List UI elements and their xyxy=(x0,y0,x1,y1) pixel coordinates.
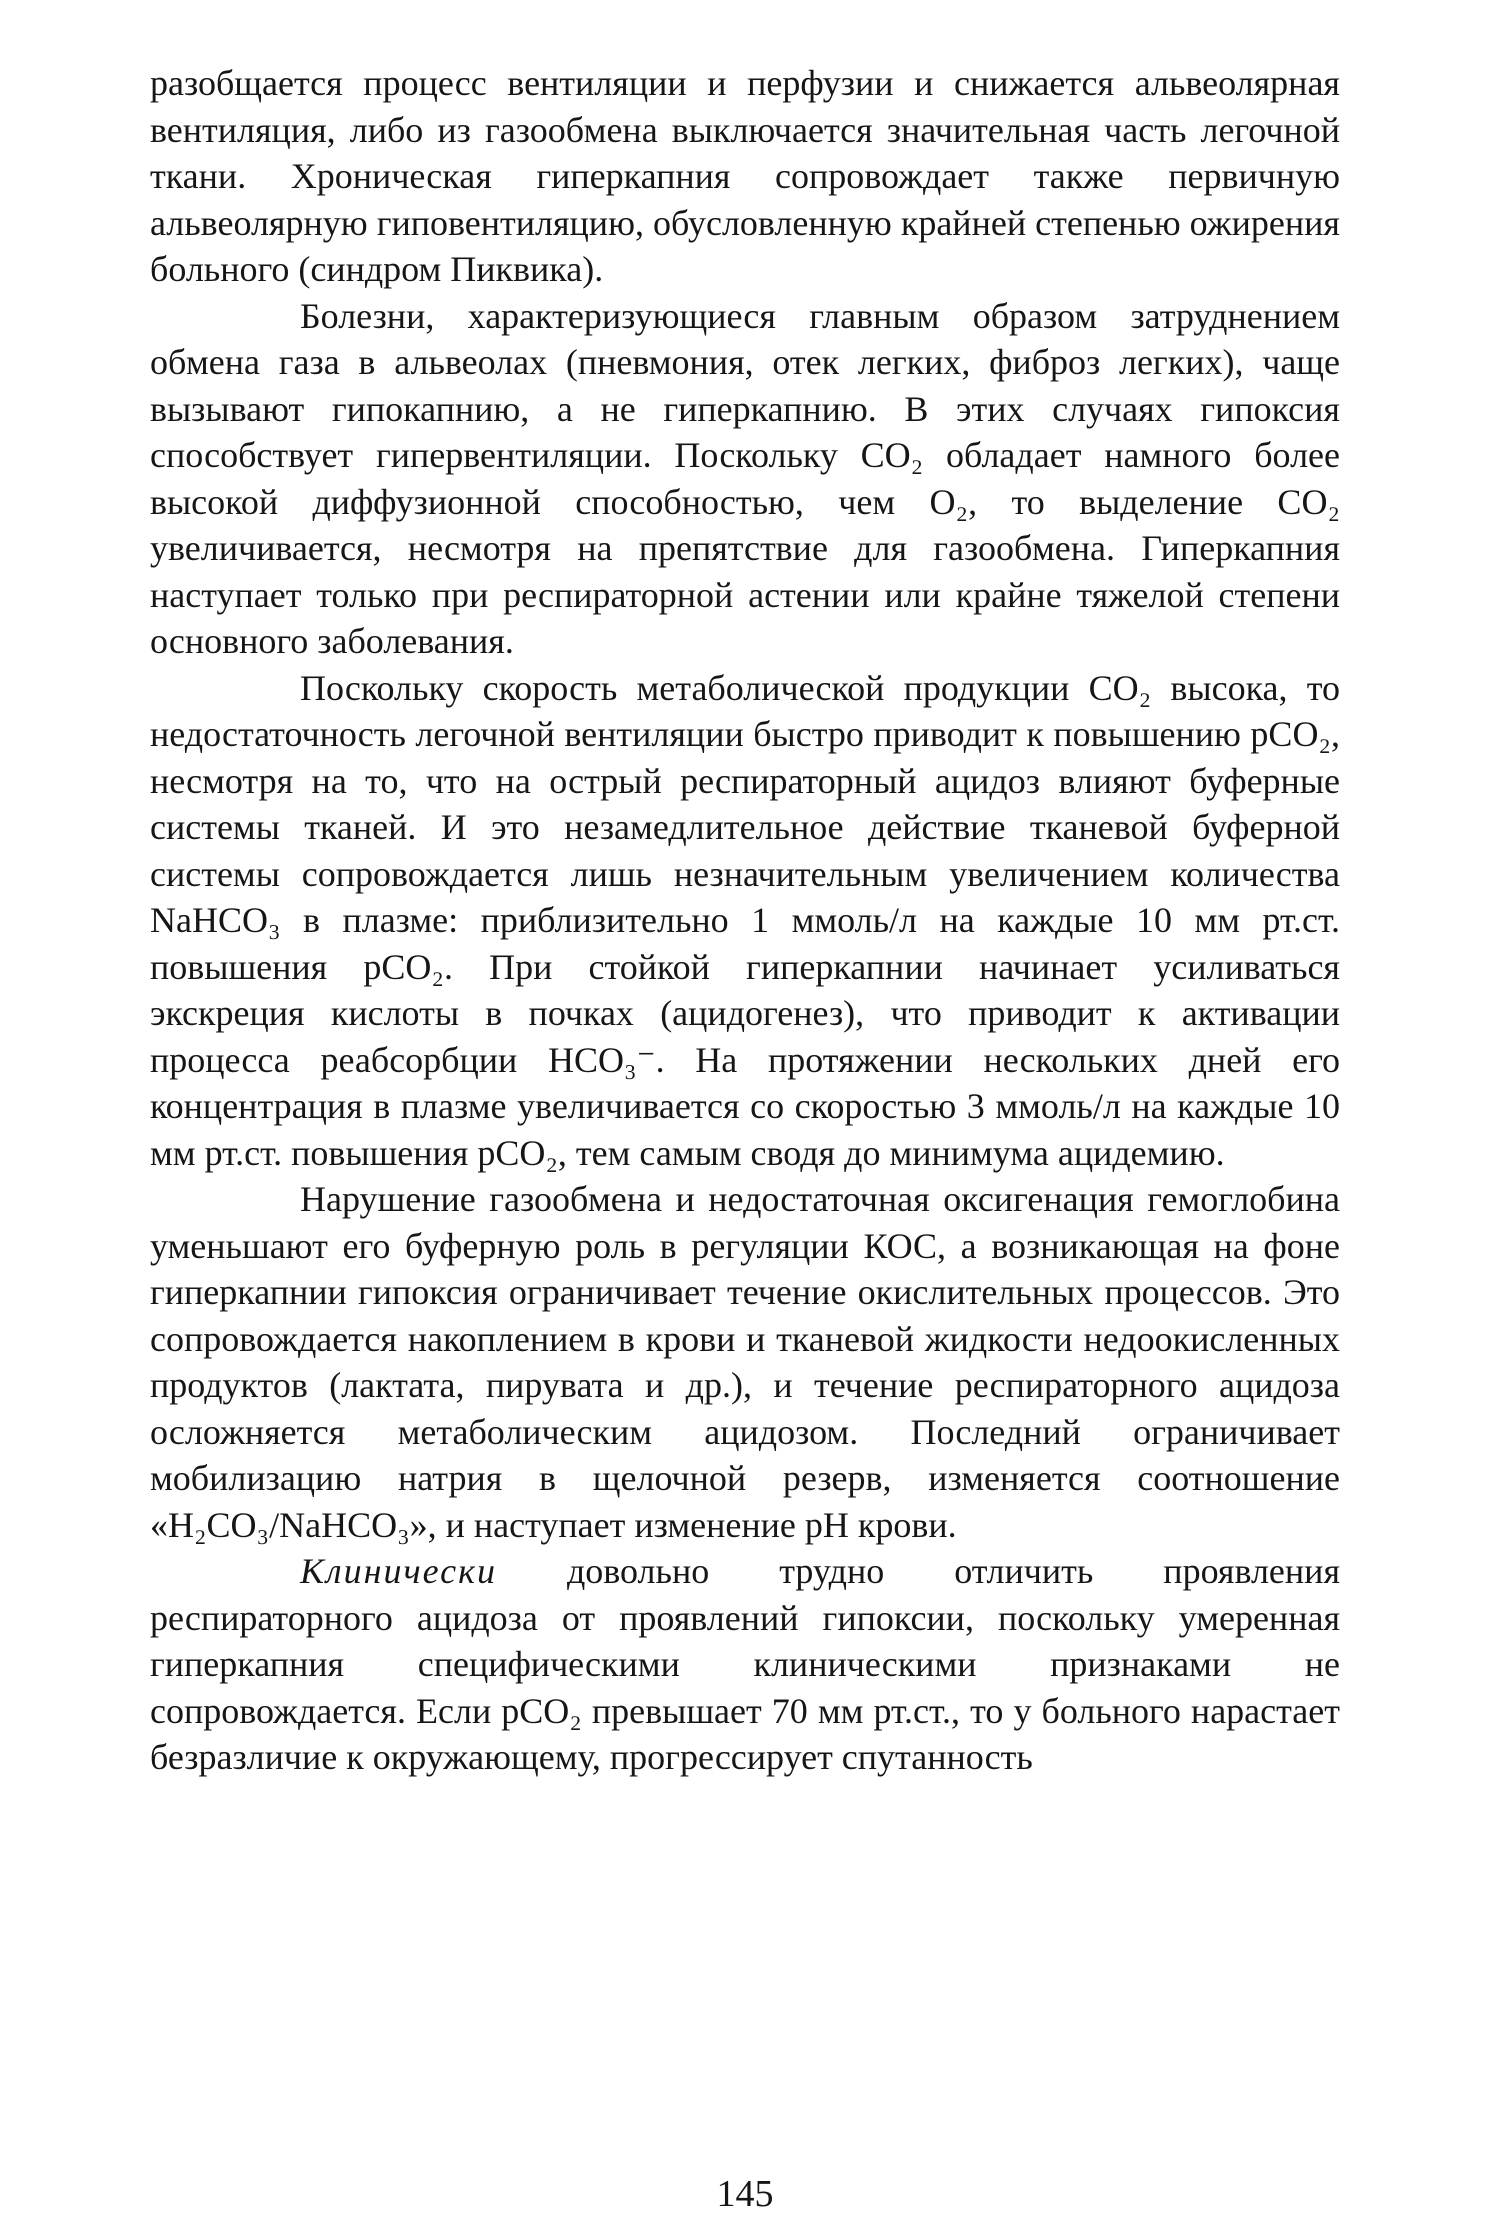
page-number: 145 xyxy=(716,2173,774,2215)
paragraph-5 xyxy=(150,1548,1340,1781)
paragraph-2: Болезни, характеризующиеся главным образом затруднением обмена газа в альвеолах (пневмония, отек легких, фиброз легких), чаще вызывают гипокапнию, а не гиперкапнию. В этих случаях гипоксия способствует гипервентиляции. Поскольку CO₂ обладает намного более высокой диффузионной способностью, чем O₂, то выделение CO₂ увеличивается, несмотря на препятствие для газообмена. Гиперкапния наступает только при респираторной астении или крайне тяжелой степени основного заболевания. xyxy=(150,295,1340,661)
paragraph-5-text: довольно трудно отличить проявления респираторного ацидоза от проявлений гипоксии, поскольку умеренная гиперкапния специфическими клиническими признаками не сопровождается. Если pCO₂ превышает 70 мм рт.ст., то у больного нарастает безразличие к окружающему, прогрессирует спутанность xyxy=(150,1551,1340,1777)
page-body xyxy=(150,60,1340,1781)
paragraph-4: Нарушение газообмена и недостаточная оксигенация гемоглобина уменьшают его буферную роль в регуляции КОС, а возникающая на фоне гиперкапнии гипоксия ограничивает течение окислительных процессов. Это сопровождается накоплением в крови и тканевой жидкости недоокисленных продуктов (лактата, пирувата и др.), и течение респираторного ацидоза осложняется метаболическим ацидозом. Последний ограничивает мобилизацию натрия в щелочной резерв, изменяется соотношение «H₂CO₃/NaHCO₃», и наступает изменение pH крови. xyxy=(150,1179,1340,1545)
paragraph-1: разобщается процесс вентиляции и перфузии и снижается альвеолярная вентиляция, либо из газообмена выключается значительная часть легочной ткани. Хроническая гиперкапния сопровождает также первичную альвеолярную гиповентиляцию, обусловленную крайней степенью ожирения больного (синдром Пиквика). xyxy=(150,63,1340,289)
paragraph-3: Поскольку скорость метаболической продукции CO₂ высока, то недостаточность легочной вентиляции быстро приводит к повышению pCO₂, несмотря на то, что на острый респираторный ацидоз влияют буферные системы тканей. И это незамедлительное действие тканевой буферной системы сопровождается лишь незначительным увеличением количества NaHCO₃ в плазме: приблизительно 1 ммоль/л на каждые 10 мм рт.ст. повышения pCO₂. При стойкой гиперкапнии начинает усиливаться экскреция кислоты в почках (ацидогенез), что приводит к активации процесса реабсорбции HCO₃⁻. На протяжении нескольких дней его концентрация в плазме увеличивается со скоростью 3 ммоль/л на каждые 10 мм рт.ст. повышения pCO₂, тем самым сводя до минимума ацидемию. xyxy=(150,667,1340,1173)
paragraph-5-emphasis: Клинически xyxy=(300,1551,497,1591)
